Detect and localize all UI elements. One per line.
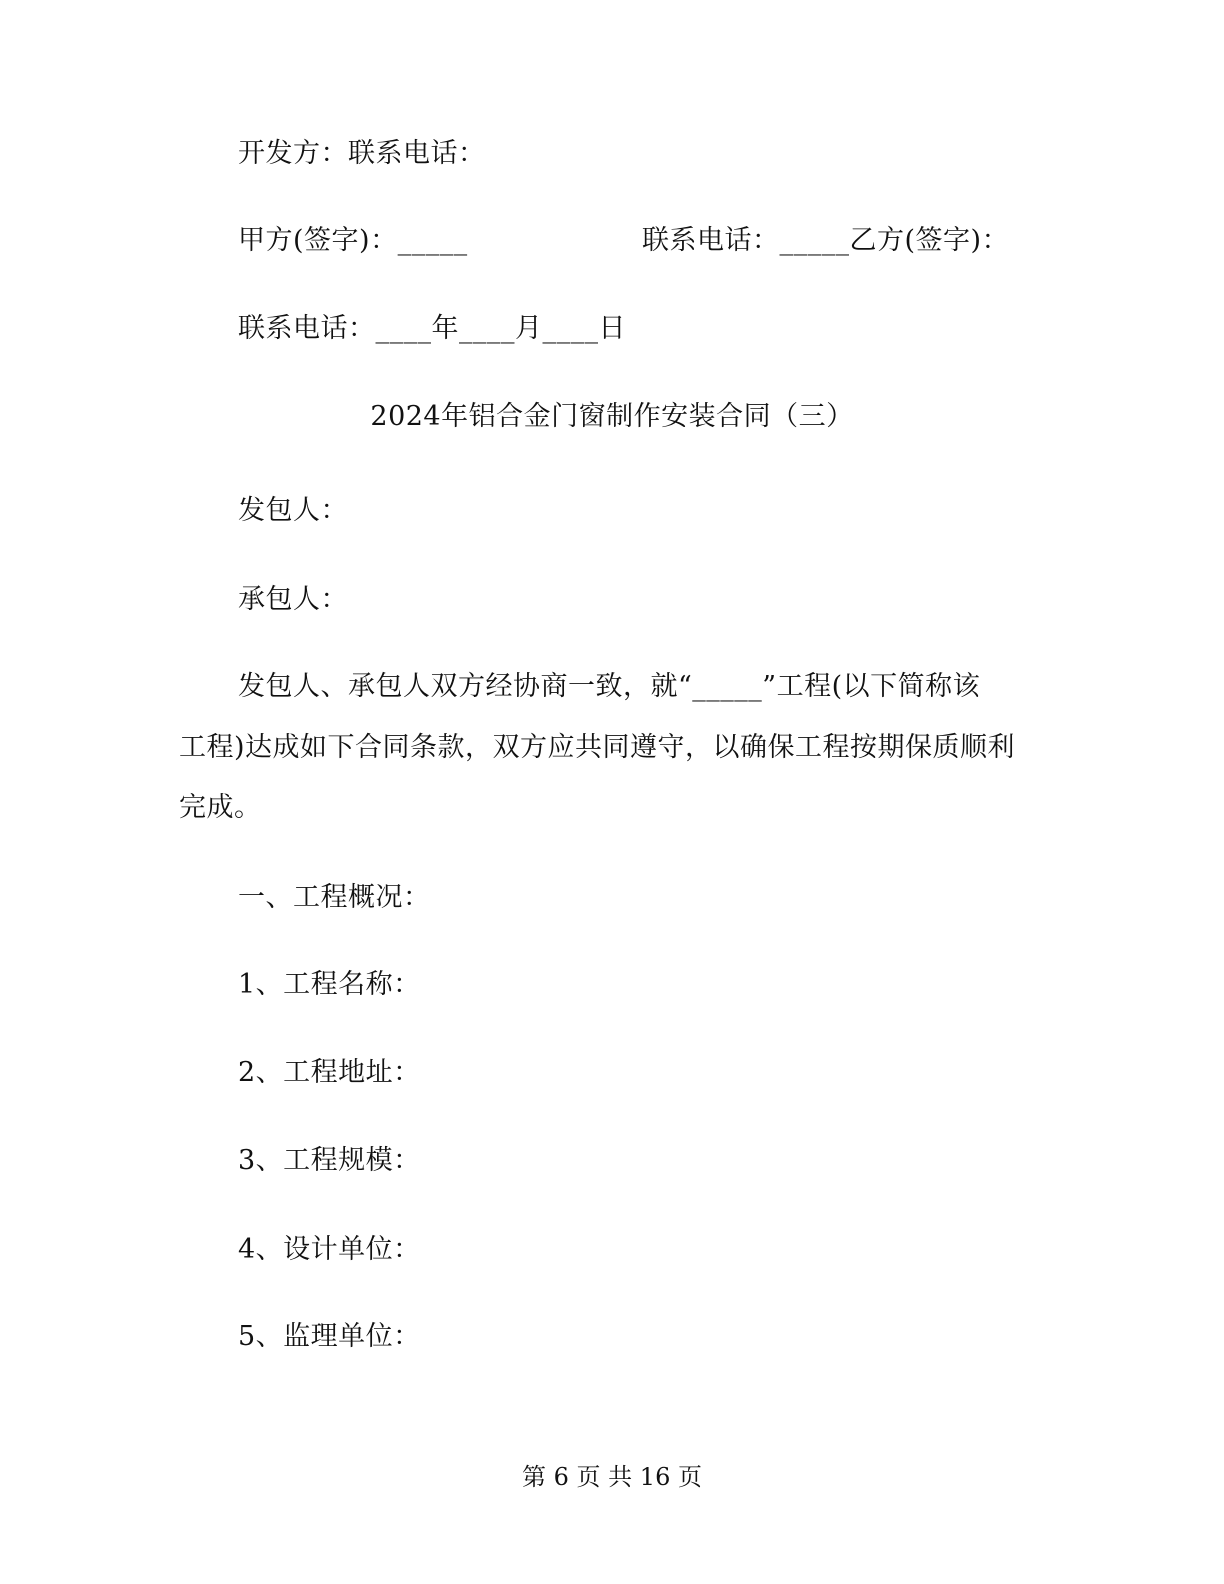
- party-a-signature-line: 甲方(签字)：_____: [238, 225, 468, 256]
- list-item: 2、工程地址：: [238, 1057, 421, 1088]
- party-b-signature-line: 联系电话：_____乙方(签字)：: [642, 225, 1010, 256]
- list-item: 1、工程名称：: [238, 969, 421, 1000]
- intro-paragraph-line-3: 完成。: [179, 792, 262, 823]
- intro-paragraph-line-2: 工程)达成如下合同条款，双方应共同遵守，以确保工程按期保质顺利: [179, 732, 1016, 763]
- list-item: 5、监理单位：: [238, 1321, 421, 1352]
- page-number-footer: 第 6 页 共 16 页: [522, 1463, 702, 1491]
- date-line: 联系电话：____年____月____日: [238, 313, 626, 344]
- contract-title: 2024年铝合金门窗制作安装合同（三）: [370, 401, 854, 432]
- employer-label: 发包人：: [238, 495, 348, 526]
- list-item: 4、设计单位：: [238, 1234, 421, 1265]
- section-heading: 一、工程概况：: [238, 882, 431, 913]
- contractor-label: 承包人：: [238, 584, 348, 615]
- list-item: 3、工程规模：: [238, 1145, 421, 1176]
- intro-paragraph-line-1: 发包人、承包人双方经协商一致，就“_____”工程(以下简称该: [238, 671, 981, 702]
- developer-contact-line: 开发方：联系电话：: [238, 138, 486, 169]
